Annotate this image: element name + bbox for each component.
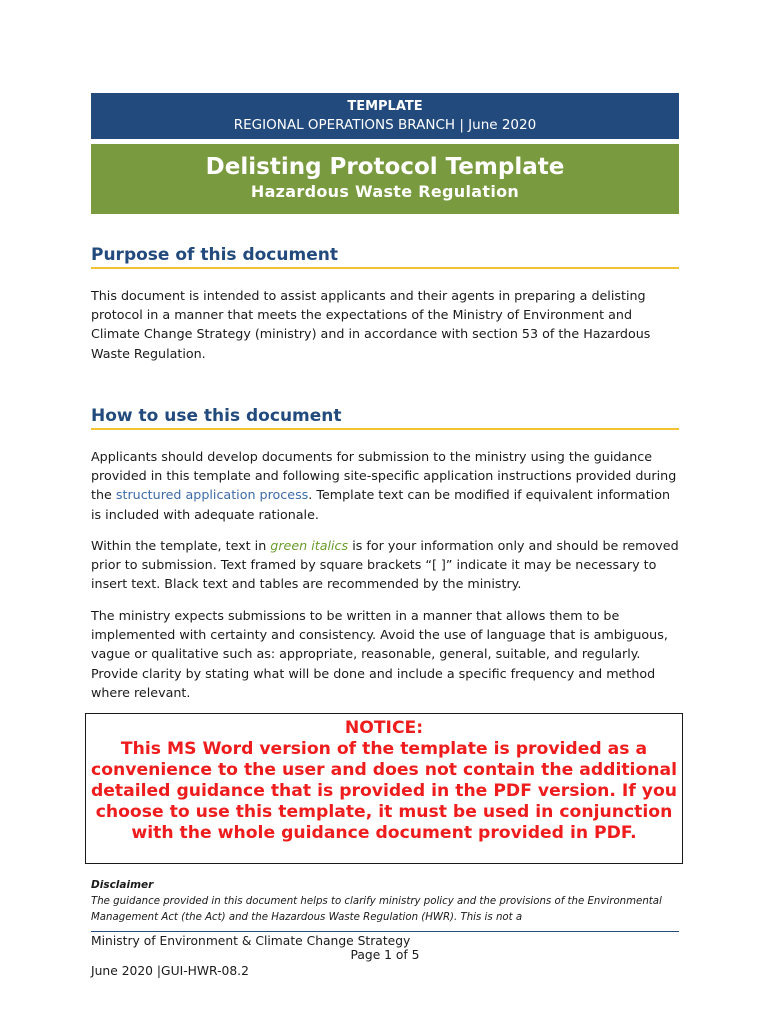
notice-body: This MS Word version of the template is provided as a convenience to the user and does not contain the additional detailed guidance that is provided in the PDF version. If you choose to use this template, it must be used in conjunction with the whole guidance document provided in PDF. <box>90 739 678 843</box>
how-to-p1-text: Applicants should develop documents for submission to the ministry using the guidance provided in this template and following site-specific application instructions provided during the <box>91 449 677 503</box>
footer-divider <box>91 931 679 932</box>
footer-ministry: Ministry of Environment & Climate Change Strategy <box>91 934 411 948</box>
template-banner <box>91 93 679 139</box>
disclaimer-title: Disclaimer <box>91 879 154 891</box>
how-to-heading: How to use this document <box>91 406 679 430</box>
how-to-paragraph-1 <box>91 447 681 524</box>
green-italics-sample: green italics <box>270 538 349 553</box>
purpose-paragraph: This document is intended to assist applicants and their agents in preparing a delisting protocol in a manner that meets the expectations of the Ministry of Environment and Climate Change Strategy (ministry) and in accordance with section 53 of the Hazardous Waste Regulation. <box>91 288 651 361</box>
how-to-p2-text: Within the template, text in <box>91 538 271 553</box>
how-to-p2-text-end: is for your information only and should be removed prior to submission. Text framed by square brackets “[ ]” indicate it may be necessary to insert text. Black text and tables are recommended by the ministry. <box>91 538 679 592</box>
disclaimer-text: The guidance provided in this document helps to clarify ministry policy and the provisions of the Environmental Management Act (the Act) and the Hazardous Waste Regulation (HWR). This is not a <box>91 896 662 923</box>
branch-date: REGIONAL OPERATIONS BRANCH | June 2020 <box>233 117 537 133</box>
notice-box <box>85 713 683 864</box>
footer-date-code: June 2020 |GUI-HWR-08.2 <box>91 964 249 978</box>
purpose-heading: Purpose of this document <box>91 245 679 269</box>
notice-title: NOTICE: <box>344 718 424 738</box>
document-subtitle: Hazardous Waste Regulation <box>250 182 520 201</box>
template-label: TEMPLATE <box>347 99 423 114</box>
how-to-paragraph-2 <box>91 536 681 594</box>
title-banner <box>91 144 679 214</box>
document-title: Delisting Protocol Template <box>205 154 565 180</box>
structured-application-link[interactable]: structured application process <box>115 487 309 503</box>
how-to-p1-text-end: . Template text can be modified if equivalent information is included with adequate rationale. <box>91 487 670 522</box>
how-to-paragraph-3: The ministry expects submissions to be written in a manner that allows them to be implemented with certainty and consistency. Avoid the use of language that is ambiguous, vague or qualitative such as: appropriate, reasonable, general, suitable, and regularly. Provide clarity by stating what will be done and include a specific frequency and method where relevant. <box>91 608 668 700</box>
footer-page-number: Page 1 of 5 <box>350 948 420 962</box>
